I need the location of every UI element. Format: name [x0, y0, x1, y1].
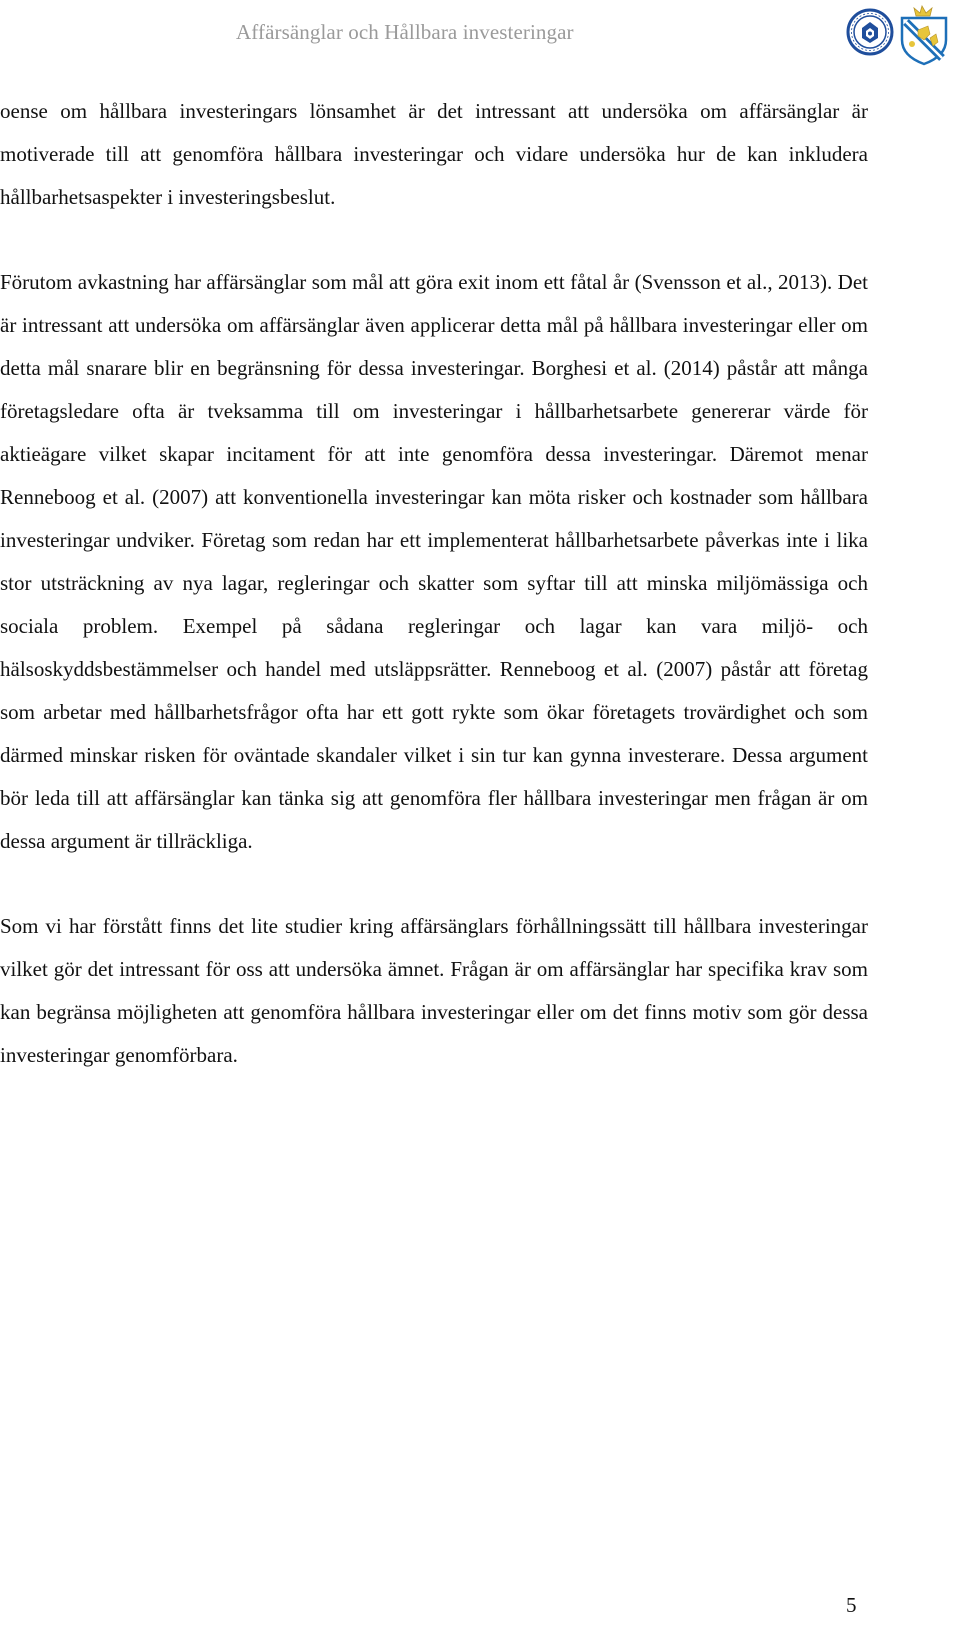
body-text — [0, 90, 868, 1077]
paragraph-3: Som vi har förstått finns det lite studier kring affärsänglars förhållningssätt till hållbara investeringar vilket gör det intressant för oss att undersöka ämnet. Frågan är om affärsänglar har specifika krav som kan begränsa möjligheten att genomföra hållbara investeringar eller om det finns motiv som gör dessa investeringar genomförbara. — [0, 914, 868, 1067]
city-crest-logo — [896, 4, 952, 66]
paragraph-1: oense om hållbara investeringars lönsamhet är det intressant att undersöka om affärsänglar är motiverade till att genomföra hållbara investeringar och vidare undersöka hur de kan inkludera hållbarhetsaspekter i investeringsbeslut. — [0, 99, 868, 209]
running-header-title: Affärsänglar och Hållbara investeringar — [236, 20, 574, 44]
university-seal-logo — [846, 4, 894, 64]
page-header — [0, 0, 960, 70]
paragraph-2: Förutom avkastning har affärsänglar som mål att göra exit inom ett fåtal år (Svensson et al., 2013). Det är intressant att undersöka om affärsänglar även applicerar detta mål på hållbara investeringar eller om detta mål snarare blir en begränsning för dessa investeringar. Borghesi et al. (2014) påstår att många företagsledare ofta är tveksamma till om investeringar i hållbarhetsarbete genererar värde för aktieägare vilket skapar incitament för att inte genomföra dessa investeringar. Däremot menar Renneboog et al. (2007) att konventionella investeringar kan möta risker och kostnader som hållbara investeringar undviker. Företag som redan har ett implementerat hållbarhetsarbete påverkas inte i lika stor utsträckning av nya lagar, regleringar och skatter som syftar till att minska miljömässiga och sociala problem. Exempel på sådana regleringar och lagar kan vara miljö- och hälsoskyddsbestämmelser och handel med utsläppsrätter. Renneboog et al. (2007) påstår att företag som arbetar med hållbarhetsfrågor ofta har ett gott rykte som ökar företagets trovärdighet och som därmed minskar risken för oväntade skandaler vilket i sin tur kan gynna investerare. Dessa argument bör leda till att affärsänglar kan tänka sig att genomföra fler hållbara investeringar men frågan är om dessa argument är tillräckliga. — [0, 270, 868, 853]
page-number: 5 — [846, 1593, 857, 1617]
